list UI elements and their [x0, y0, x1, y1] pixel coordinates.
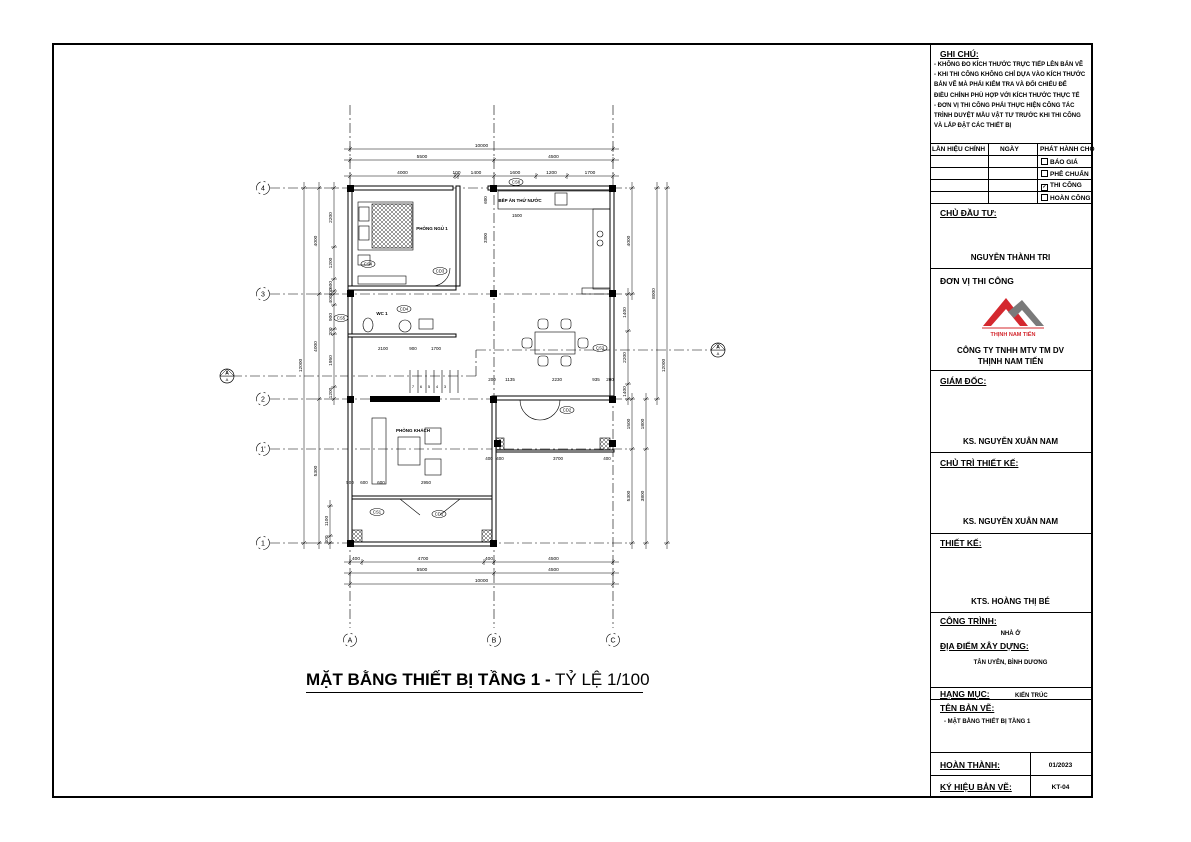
- designer-name: KTS. HOÀNG THỊ BÉ: [971, 597, 1050, 606]
- inner-dimension-label: 1500: [511, 213, 523, 218]
- grid-label-row: 4: [261, 185, 265, 193]
- inner-dimension-label: 600: [377, 480, 385, 485]
- tag-cs8: CS8: [511, 179, 521, 185]
- note-line: - ĐƠN VỊ THI CÔNG PHẢI THỰC HIỆN CÔNG TÁC: [934, 102, 1075, 109]
- dimension-label: 1100: [325, 515, 330, 527]
- column: [609, 396, 616, 403]
- room-label-wc: WC 1: [376, 311, 388, 316]
- grid-label-C: C: [610, 637, 616, 645]
- wardrobe: [358, 276, 406, 284]
- inner-dimension-label: 500: [346, 480, 354, 485]
- bed-cover: [372, 204, 412, 248]
- project-heading: CÔNG TRÌNH:: [940, 616, 997, 626]
- drawing-code-heading: KÝ HIỆU BẢN VẼ:: [940, 782, 1012, 792]
- notes-heading: GHI CHÚ:: [940, 49, 979, 59]
- inner-dimension-label: 2230: [551, 377, 563, 382]
- checkbox-icon: [1041, 158, 1048, 165]
- title-block: [930, 43, 1091, 798]
- planter: [600, 438, 610, 450]
- dimension-label: 5500: [416, 568, 428, 573]
- inner-dimension-label: 400: [496, 456, 504, 461]
- dimension-label: 4000: [314, 341, 319, 352]
- wall: [348, 334, 456, 337]
- grid-label-row: 2: [261, 396, 265, 404]
- room-label-bedroom: PHÒNG NGỦ 1: [416, 226, 448, 231]
- lead-designer-heading: CHỦ TRÌ THIẾT KẾ:: [940, 458, 1019, 468]
- tag-cd3: CD3: [435, 268, 445, 274]
- designer-heading: THIẾT KẾ:: [940, 538, 982, 548]
- dimension-label: 1950: [329, 355, 334, 366]
- dimension-label: 10000: [474, 579, 489, 584]
- note-line: BẢN VẼ MÀ PHẢI KIỂM TRA VÀ ĐỐI CHIẾU ĐỂ: [934, 82, 1067, 89]
- tag-cs3: CS3: [595, 345, 605, 351]
- note-line: TRÌNH DUYỆT MẪU VẬT TƯ TRƯỚC KHI THI CÔNG: [934, 113, 1081, 119]
- location-name: TÂN UYÊN, BÌNH DƯƠNG: [973, 660, 1048, 666]
- dimension-label: 400: [329, 295, 334, 304]
- column: [347, 396, 354, 403]
- planter: [496, 438, 504, 450]
- dimension-label: 4500: [548, 557, 559, 562]
- section-sub-label: A: [225, 377, 229, 382]
- drawing-title-main: MẶT BẰNG THIẾT BỊ TẦNG 1 -: [306, 670, 551, 689]
- inner-dimension-label: 200: [488, 377, 496, 382]
- furniture: [334, 179, 610, 543]
- checkbox-icon: ✓: [1042, 184, 1047, 190]
- note-line: ĐIỀU CHỈNH PHÙ HỢP VỚI KÍCH THƯỚC THỰC TẾ: [934, 92, 1080, 99]
- contractor-heading: ĐƠN VỊ THI CÔNG: [940, 276, 1014, 286]
- grid-label-row: 1: [261, 540, 265, 548]
- dimension-label: 1800: [641, 418, 646, 430]
- dining-chair: [561, 319, 571, 329]
- inner-dimension-label: 600: [483, 196, 488, 204]
- company-logo: [978, 294, 1048, 340]
- dimension-lines: [220, 146, 725, 587]
- director-heading: GIÁM ĐỐC:: [940, 376, 987, 386]
- wall: [492, 396, 614, 400]
- svg-text:THỊNH NAM TIẾN: THỊNH NAM TIẾN: [990, 332, 1036, 338]
- wall: [352, 496, 492, 499]
- company-name-line1: CÔNG TY TNHH MTV TM DV: [957, 346, 1064, 355]
- dimension-label: 200: [329, 327, 334, 336]
- inner-dimension-label: 1700: [430, 346, 442, 351]
- tag-cd4: CD4: [399, 306, 409, 312]
- inner-dimension-label: 2950: [420, 480, 432, 485]
- washbasin: [399, 320, 411, 332]
- wall: [496, 450, 614, 452]
- note-line: - KHI THI CÔNG KHÔNG CHỈ DỰA VÀO KÍCH THƯỚC: [934, 72, 1086, 79]
- drawing-name-heading: TÊN BẢN VẼ:: [940, 703, 995, 713]
- dimension-label: 1200: [546, 171, 557, 176]
- stair-number: 5: [427, 384, 431, 389]
- dimension-label: 5300: [314, 465, 319, 477]
- grid-label-A: A: [347, 637, 353, 645]
- sink: [555, 193, 567, 205]
- dining-table: [535, 332, 575, 354]
- drawing-title-scale: TỶ LỆ 1/100: [555, 670, 650, 689]
- drawing-title: [306, 670, 650, 690]
- dimension-label: 8000: [652, 288, 657, 299]
- dimension-label: 400: [351, 557, 361, 562]
- inner-dimension-label: 3300: [483, 232, 488, 244]
- dining-chair: [561, 356, 571, 366]
- wall: [348, 186, 352, 546]
- stove-burner: [597, 240, 603, 246]
- dimension-label: 4000: [314, 235, 319, 247]
- date-col-label: NGÀY: [1000, 146, 1019, 153]
- completion-date: 01/2023: [1048, 762, 1073, 769]
- dimension-label: 1200: [329, 257, 334, 269]
- dimension-label: 4500: [548, 155, 559, 160]
- drawing-title-underline: [306, 692, 643, 693]
- dimension-label: 1400: [470, 171, 482, 176]
- dimension-label: 2200: [623, 352, 628, 363]
- sofa: [372, 418, 386, 484]
- door-swing: [520, 400, 560, 420]
- wall: [348, 186, 453, 190]
- grid-label-row: 1': [260, 446, 266, 454]
- dimension-label: 4700: [417, 557, 429, 562]
- dimension-label: 4500: [548, 568, 559, 573]
- dimension-label: 5500: [416, 155, 428, 160]
- tag-cd1: CD1: [434, 511, 444, 517]
- dimension-label: 1600: [509, 171, 521, 176]
- dining-chair: [578, 338, 588, 348]
- section-sub-label: A: [716, 351, 720, 356]
- owner-heading: CHỦ ĐẦU TƯ:: [940, 208, 997, 218]
- tag-cs5: CS5: [336, 315, 346, 321]
- issue-option-báo-giá: BÁO GIÁ: [1041, 158, 1078, 167]
- dimension-label: 600: [329, 280, 334, 290]
- issue-option-thi-công: ✓ THI CÔNG: [1042, 182, 1082, 190]
- category-name: KIẾN TRÚC: [1015, 693, 1048, 699]
- dimension-label: 1500: [627, 418, 632, 430]
- company-name-line2: THỊNH NAM TIẾN: [977, 357, 1044, 366]
- inner-dimension-label: 1135: [505, 377, 515, 382]
- window-swing: [400, 499, 460, 515]
- dimension-label: 12000: [662, 358, 667, 373]
- completion-heading: HOÀN THÀNH:: [940, 760, 1000, 770]
- wall: [488, 186, 614, 190]
- planter: [482, 530, 492, 542]
- washing-machine: [419, 319, 433, 329]
- room-label-kitchen: BẾP ĂN THỨ NƯỚC: [498, 198, 542, 203]
- wall: [348, 286, 456, 290]
- column: [347, 290, 354, 297]
- planter: [352, 530, 362, 542]
- inner-dimension-label: 900: [409, 346, 417, 351]
- stair-landing: [370, 396, 440, 402]
- tag-cs1: CS1: [372, 509, 382, 515]
- dimension-label: 900: [329, 312, 334, 322]
- dimension-label: 400: [484, 557, 494, 562]
- inner-dimension-label: 600: [360, 480, 368, 485]
- dining-chair: [538, 319, 548, 329]
- checkbox-icon: [1041, 194, 1048, 201]
- dimension-label: 1200: [329, 387, 334, 399]
- owner-name: NGUYỄN THÀNH TRI: [970, 253, 1051, 262]
- wall: [348, 542, 496, 546]
- dimension-label: 3800: [641, 490, 646, 502]
- issue-option-hoàn-công: HOÀN CÔNG: [1041, 194, 1090, 203]
- column: [490, 396, 497, 403]
- dimension-label: 1400: [623, 386, 628, 397]
- stair-number: 7: [411, 384, 415, 389]
- dimension-label: 1700: [584, 171, 596, 176]
- section-label: A: [716, 344, 720, 351]
- dimension-label: 1400: [623, 307, 628, 318]
- toilet: [363, 318, 373, 332]
- tag-cd2: CD2: [562, 407, 572, 413]
- checkbox-icon: [1041, 170, 1048, 177]
- stair-number: 4: [435, 384, 439, 389]
- dimension-label: 2200: [329, 212, 334, 223]
- inner-dimension-label: 200: [606, 377, 614, 382]
- section-label: A: [225, 370, 229, 377]
- column: [490, 290, 497, 297]
- dimension-label: 400: [329, 288, 334, 297]
- grid-label-B: B: [491, 637, 497, 645]
- inner-dimension-label: 400: [603, 456, 611, 461]
- stair-number: 6: [419, 384, 423, 389]
- tag-cs4: CS4: [363, 261, 373, 267]
- pillow: [359, 207, 369, 221]
- category-heading: HẠNG MỤC:: [940, 689, 990, 699]
- lead-designer-name: KS. NGUYỄN XUÂN NAM: [962, 517, 1059, 526]
- dimension-label: 4000: [627, 235, 632, 247]
- note-line: VÀ LẮP ĐẶT CÁC THIẾT BỊ: [934, 123, 1012, 130]
- coffee-table: [398, 437, 420, 465]
- inner-dimension-label: 3700: [552, 456, 564, 461]
- grid-label-row: 3: [261, 291, 265, 299]
- wall: [456, 186, 460, 286]
- dimension-label: 100: [452, 171, 461, 176]
- issue-col-label: PHÁT HÀNH CHO: [1040, 146, 1095, 153]
- stove-burner: [597, 231, 603, 237]
- dimension-label: 4000: [397, 171, 408, 176]
- note-line: - KHÔNG ĐO KÍCH THƯỚC TRỰC TIẾP LÊN BẢN VẼ: [934, 62, 1083, 68]
- armchair: [425, 459, 441, 475]
- drawing-code: KT-04: [1051, 784, 1070, 791]
- column: [347, 185, 354, 192]
- room-label-living: PHÒNG KHÁCH: [395, 428, 431, 433]
- column: [490, 185, 497, 192]
- stair-number: 3: [443, 384, 447, 389]
- issue-option-phê-chuẩn: PHÊ CHUẨN: [1041, 170, 1089, 179]
- dimension-label: 10000: [474, 144, 489, 149]
- inner-dimension-label: 400: [485, 456, 493, 461]
- dining-chair: [522, 338, 532, 348]
- dimension-label: 400: [325, 535, 330, 544]
- kitchen-counter-side: [593, 209, 610, 289]
- location-heading: ĐỊA ĐIỂM XÂY DỰNG:: [940, 641, 1029, 651]
- pillow: [359, 226, 369, 240]
- dimension-label: 12000: [299, 358, 304, 373]
- drawing-name: - MẶT BẰNG THIẾT BỊ TẦNG 1: [944, 719, 1031, 725]
- inner-dimension-label: 2100: [377, 346, 389, 351]
- dimension-label: 5300: [627, 490, 632, 502]
- inner-dimension-label: 935: [592, 377, 600, 382]
- project-name: NHÀ Ở: [1000, 631, 1021, 637]
- revision-col-label: LẦN HIỆU CHỈNH: [932, 146, 986, 153]
- director-name: KS. NGUYỄN XUÂN NAM: [962, 437, 1059, 446]
- dining-chair: [538, 356, 548, 366]
- wall: [492, 396, 496, 546]
